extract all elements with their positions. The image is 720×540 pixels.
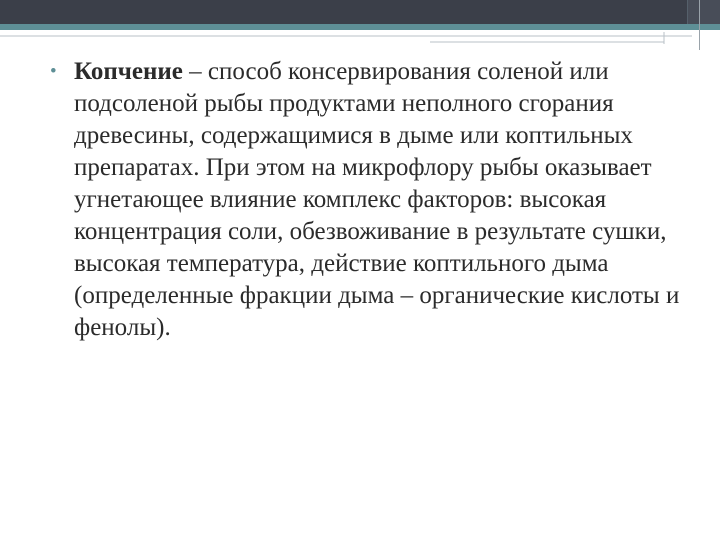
term-definition: – способ консервирования соленой или подсоленой рыбы продуктами неполного сгорания древесины, содержащимися в дыме или коптильных препаратах. При этом на микрофлору рыбы оказывает угнетающее влияние комплекс факторов: высокая концентрация соли, обезвоживание в результате сушки, высокая температура, действие коптильного дыма (определенные фракции дыма – органические кислоты и фенолы). [74,58,680,341]
slide-content [48,56,688,344]
bullet-icon: • [50,61,57,82]
top-band [0,0,720,24]
corner-frame [699,0,714,50]
bullet-item [48,56,688,344]
decorative-lines [0,30,720,50]
bullet-paragraph [74,56,688,344]
term-heading: Копчение [74,58,183,85]
